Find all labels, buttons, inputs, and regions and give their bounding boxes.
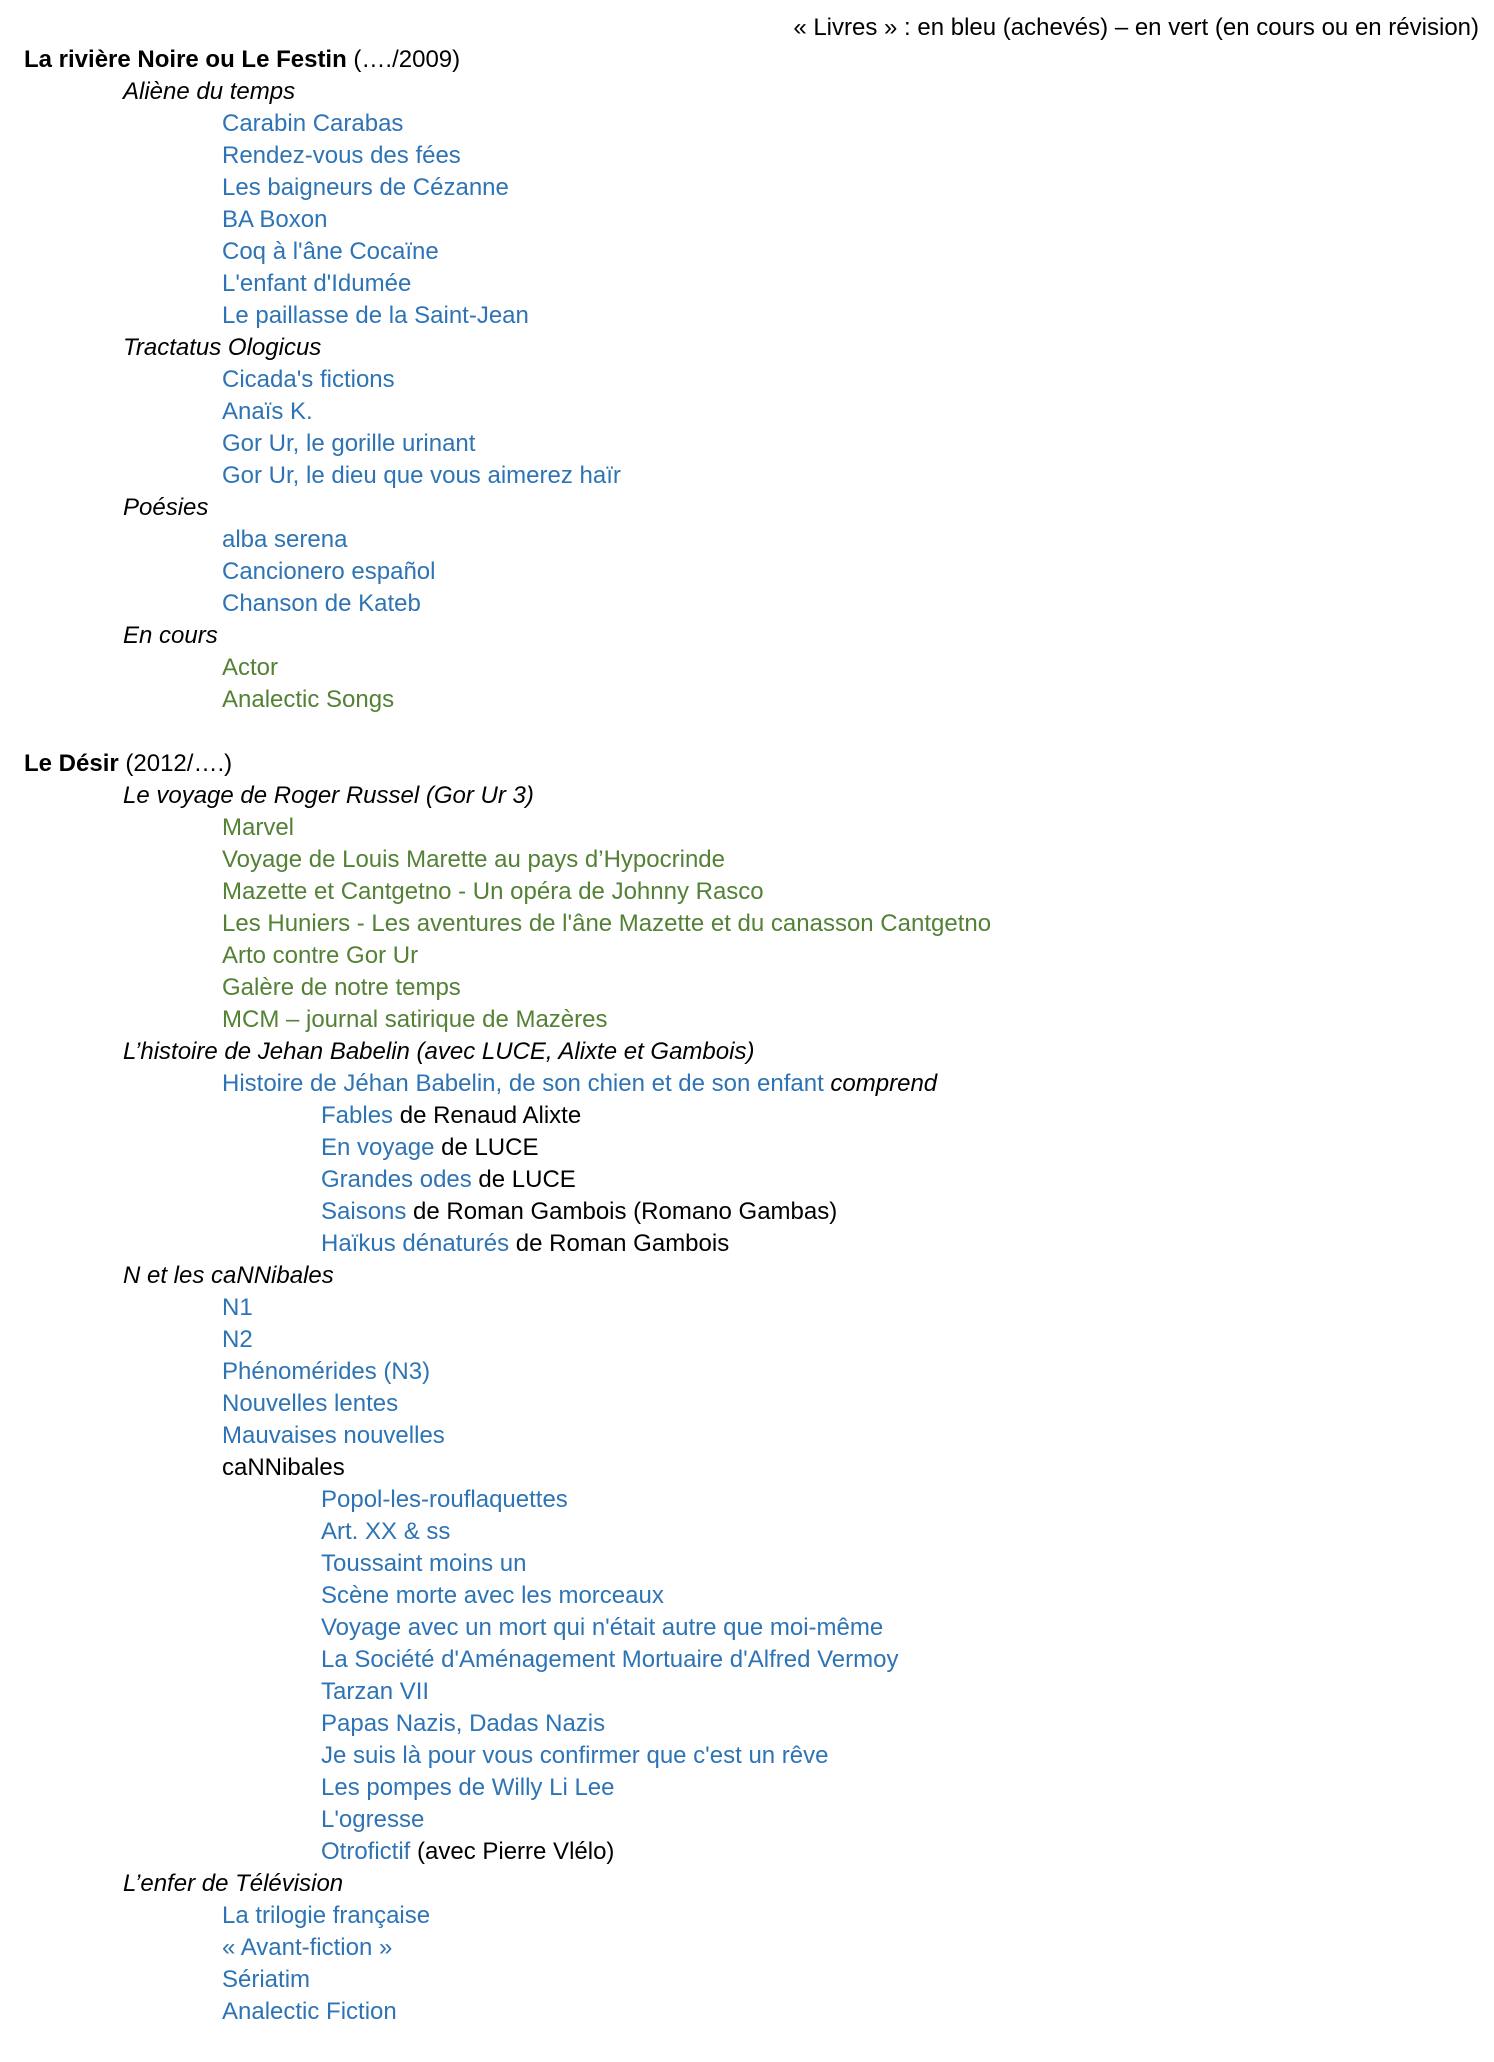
book-title: Sériatim	[222, 1966, 311, 1993]
book-title: N1	[222, 1294, 253, 1321]
book-title: BA Boxon	[222, 206, 328, 233]
collection-title	[24, 780, 1494, 812]
collection-title	[24, 1036, 1494, 1068]
book-title: MCM – journal satirique de Mazères	[222, 1006, 608, 1033]
book-entry	[24, 524, 1494, 556]
text-fragment: En cours	[123, 622, 218, 649]
sub-book-entry	[24, 1612, 1494, 1644]
sub-book-entry	[24, 1548, 1494, 1580]
book-title: N2	[222, 1326, 253, 1353]
sub-book-entry	[24, 1164, 1494, 1196]
book-entry	[24, 428, 1494, 460]
book-title: Grandes odes	[321, 1166, 472, 1193]
book-title: Voyage avec un mort qui n'était autre que moi-même	[321, 1614, 884, 1641]
book-title: Galère de notre temps	[222, 974, 461, 1001]
book-entry	[24, 1292, 1494, 1324]
book-entry	[24, 1932, 1494, 1964]
book-title: Haïkus dénaturés	[321, 1230, 510, 1257]
book-title: En voyage	[321, 1134, 435, 1161]
text-fragment: (avec Pierre Vlélo)	[410, 1838, 615, 1865]
book-title: Nouvelles lentes	[222, 1390, 399, 1417]
book-title: Les pompes de Willy Li Lee	[321, 1774, 615, 1801]
sub-book-entry	[24, 1836, 1494, 1868]
document-outline	[24, 44, 1494, 2028]
book-title: Gor Ur, le dieu que vous aimerez haïr	[222, 462, 621, 489]
book-entry	[24, 812, 1494, 844]
book-title: Histoire de Jéhan Babelin, de son chien et de son enfant	[222, 1070, 824, 1097]
book-entry	[24, 140, 1494, 172]
text-fragment: de LUCE	[434, 1134, 539, 1161]
book-title: alba serena	[222, 526, 348, 553]
sub-book-entry	[24, 1196, 1494, 1228]
book-entry	[24, 1356, 1494, 1388]
book-entry	[24, 940, 1494, 972]
book-title: Cancionero español	[222, 558, 436, 585]
book-title: Cicada's fictions	[222, 366, 395, 393]
sub-book-entry	[24, 1676, 1494, 1708]
blank-line	[24, 716, 1494, 748]
sub-book-entry	[24, 1708, 1494, 1740]
book-title: Scène morte avec les morceaux	[321, 1582, 664, 1609]
section-title	[24, 44, 1494, 76]
text-fragment: de LUCE	[471, 1166, 576, 1193]
book-title: Otrofictif	[321, 1838, 411, 1865]
book-entry	[24, 1388, 1494, 1420]
book-entry	[24, 1420, 1494, 1452]
book-title: L'enfant d'Idumée	[222, 270, 412, 297]
text-fragment: de Roman Gambois (Romano Gambas)	[406, 1198, 838, 1225]
sub-book-entry	[24, 1580, 1494, 1612]
book-title: Rendez-vous des fées	[222, 142, 461, 169]
book-title: Mauvaises nouvelles	[222, 1422, 445, 1449]
book-title: Le paillasse de la Saint-Jean	[222, 302, 529, 329]
book-entry	[24, 1068, 1494, 1100]
text-fragment: L’histoire de Jehan Babelin (avec LUCE, Alixte et Gambois)	[123, 1038, 755, 1065]
book-entry	[24, 844, 1494, 876]
book-title: Art. XX & ss	[321, 1518, 451, 1545]
book-title: Actor	[222, 654, 279, 681]
book-title: Gor Ur, le gorille urinant	[222, 430, 476, 457]
collection-title	[24, 492, 1494, 524]
book-entry	[24, 268, 1494, 300]
book-title: Tarzan VII	[321, 1678, 430, 1705]
text-fragment: Le voyage de Roger Russel (Gor Ur 3)	[123, 782, 534, 809]
book-entry	[24, 108, 1494, 140]
book-entry	[24, 556, 1494, 588]
sub-book-entry	[24, 1740, 1494, 1772]
book-title: Toussaint moins un	[321, 1550, 527, 1577]
book-entry	[24, 204, 1494, 236]
text-fragment: de Roman Gambois	[509, 1230, 730, 1257]
text-fragment: caNNibales	[222, 1454, 345, 1481]
text-fragment: Poésies	[123, 494, 209, 521]
book-entry	[24, 236, 1494, 268]
book-title: Papas Nazis, Dadas Nazis	[321, 1710, 606, 1737]
book-entry	[24, 1964, 1494, 1996]
book-title: Les baigneurs de Cézanne	[222, 174, 509, 201]
sub-book-entry	[24, 1516, 1494, 1548]
section-title	[24, 748, 1494, 780]
book-entry	[24, 876, 1494, 908]
sub-book-entry	[24, 1228, 1494, 1260]
book-title: La Société d'Aménagement Mortuaire d'Alfred Vermoy	[321, 1646, 899, 1673]
text-fragment: L’enfer de Télévision	[123, 1870, 344, 1897]
book-title: Fables	[321, 1102, 394, 1129]
book-entry	[24, 588, 1494, 620]
text-fragment: Aliène du temps	[123, 78, 296, 105]
book-title: Marvel	[222, 814, 295, 841]
sub-book-entry	[24, 1484, 1494, 1516]
text-fragment: (…./2009)	[346, 46, 461, 73]
book-title: Coq à l'âne Cocaïne	[222, 238, 439, 265]
collection-title	[24, 1260, 1494, 1292]
collection-title	[24, 332, 1494, 364]
book-title: Analectic Fiction	[222, 1998, 397, 2025]
book-entry	[24, 652, 1494, 684]
book-title: L'ogresse	[321, 1806, 425, 1833]
text-fragment: La rivière Noire ou Le Festin	[24, 46, 347, 73]
book-title: Anaïs K.	[222, 398, 313, 425]
book-title: « Avant-fiction »	[222, 1934, 393, 1961]
book-title: Les Huniers - Les aventures de l'âne Mazette et du canasson Cantgetno	[222, 910, 992, 937]
book-entry	[24, 1996, 1494, 2028]
sub-book-entry	[24, 1804, 1494, 1836]
sub-book-entry	[24, 1100, 1494, 1132]
book-entry	[24, 172, 1494, 204]
book-title: Phénomérides (N3)	[222, 1358, 431, 1385]
sub-book-entry	[24, 1132, 1494, 1164]
book-entry	[24, 1452, 1494, 1484]
text-fragment: (2012/….)	[118, 750, 233, 777]
text-fragment: Le Désir	[24, 750, 119, 777]
collection-title	[24, 76, 1494, 108]
book-title: Mazette et Cantgetno - Un opéra de Johnny Rasco	[222, 878, 764, 905]
book-entry	[24, 684, 1494, 716]
book-title: Chanson de Kateb	[222, 590, 421, 617]
collection-title	[24, 620, 1494, 652]
sub-book-entry	[24, 1772, 1494, 1804]
text-fragment: comprend	[830, 1070, 938, 1097]
collection-title	[24, 1868, 1494, 1900]
book-title: Popol-les-rouflaquettes	[321, 1486, 568, 1513]
book-title: Voyage de Louis Marette au pays d’Hypocrinde	[222, 846, 725, 873]
book-entry	[24, 1324, 1494, 1356]
book-entry	[24, 1900, 1494, 1932]
book-entry	[24, 300, 1494, 332]
book-title: Carabin Carabas	[222, 110, 404, 137]
text-fragment: de Renaud Alixte	[393, 1102, 582, 1129]
text-fragment: Tractatus Ologicus	[123, 334, 322, 361]
book-title: Saisons	[321, 1198, 407, 1225]
book-entry	[24, 972, 1494, 1004]
book-entry	[24, 908, 1494, 940]
book-entry	[24, 1004, 1494, 1036]
book-entry	[24, 460, 1494, 492]
book-title: Arto contre Gor Ur	[222, 942, 419, 969]
book-entry	[24, 364, 1494, 396]
text-fragment: N et les caNNibales	[123, 1262, 334, 1289]
book-title: Analectic Songs	[222, 686, 395, 713]
book-entry	[24, 396, 1494, 428]
sub-book-entry	[24, 1644, 1494, 1676]
book-title: La trilogie française	[222, 1902, 431, 1929]
book-title: Je suis là pour vous confirmer que c'est un rêve	[321, 1742, 829, 1769]
color-legend: « Livres » : en bleu (achevés) – en vert (en cours ou en révision)	[793, 14, 1479, 41]
